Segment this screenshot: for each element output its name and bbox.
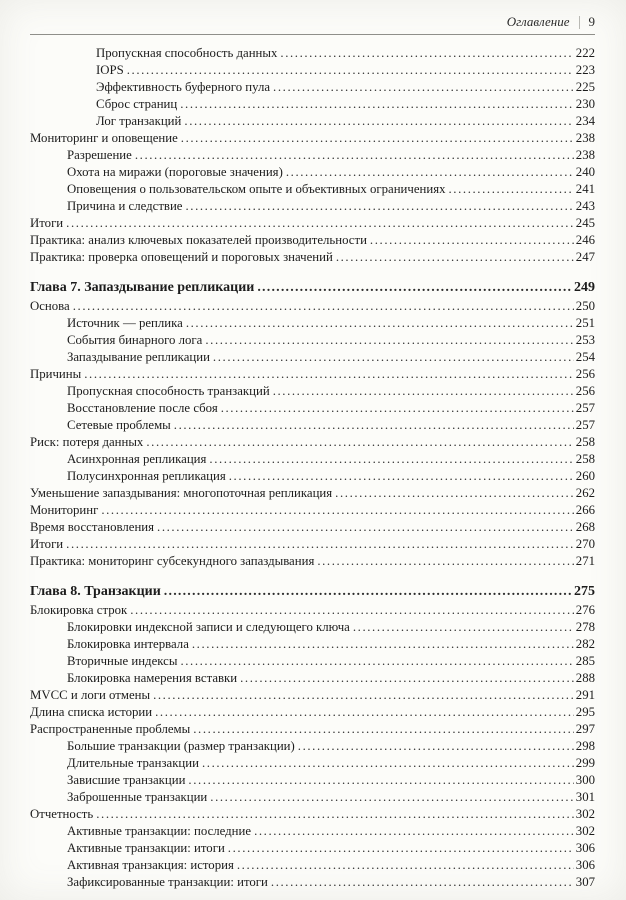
dot-leader — [157, 519, 574, 536]
toc-entry-page: 302 — [575, 824, 595, 838]
dot-leader — [449, 181, 574, 198]
toc-entry-label: Оповещения о пользовательском опыте и объективных ограничениях — [67, 182, 446, 196]
toc-entry-page: 270 — [575, 537, 595, 551]
toc-entry-label: Практика: мониторинг субсекундного запаздывания — [30, 554, 315, 568]
dot-leader — [188, 772, 573, 789]
toc-entry-row — [30, 181, 595, 198]
toc-entry-label: Активная транзакция: история — [67, 858, 234, 872]
toc-entry-label: Зафиксированные транзакции: итоги — [67, 875, 268, 889]
toc-entry-page: 251 — [575, 316, 595, 330]
toc-entry-label: Заброшенные транзакции — [67, 790, 208, 804]
toc-entry-row — [30, 670, 595, 687]
toc-entry-label: Блокировка строк — [30, 603, 128, 617]
toc-entry-page: 222 — [575, 46, 595, 60]
dot-leader — [335, 485, 574, 502]
toc-entry-row — [30, 721, 595, 738]
dot-leader — [254, 823, 574, 840]
toc-entry-label: Пропускная способность транзакций — [67, 384, 270, 398]
toc-entry-row — [30, 298, 595, 315]
toc-entry-page: 234 — [575, 114, 595, 128]
toc-entry-row — [30, 823, 595, 840]
toc-entry-label: Эффективность буферного пула — [96, 80, 271, 94]
toc-entry-page: 223 — [575, 63, 595, 77]
toc-entry-label: Мониторинг — [30, 503, 99, 517]
toc-entry-row — [30, 45, 595, 62]
toc-entry-row — [30, 434, 595, 451]
toc-entry-row — [30, 653, 595, 670]
toc-entry-row — [30, 519, 595, 536]
toc-entry-page: 254 — [575, 350, 595, 364]
dot-leader — [229, 468, 574, 485]
toc-entry-label: Блокировка намерения вставки — [67, 671, 238, 685]
toc-entry-page: 249 — [574, 280, 595, 295]
dot-leader — [257, 278, 572, 298]
dot-leader — [135, 147, 574, 164]
toc-entry-page: 256 — [575, 384, 595, 398]
toc-entry-label: Мониторинг и оповещение — [30, 131, 178, 145]
dot-leader — [66, 215, 574, 232]
toc-entry-row — [30, 400, 595, 417]
toc-entry-label: Активные транзакции: последние — [67, 824, 252, 838]
toc-entry-page: 300 — [575, 773, 595, 787]
toc-entry-label: Отчетность — [30, 807, 94, 821]
toc-entry-row — [30, 502, 595, 519]
toc-entry-label: Глава 7. Запаздывание репликации — [30, 280, 255, 295]
dot-leader — [240, 670, 574, 687]
toc-entry-label: Активные транзакции: итоги — [67, 841, 225, 855]
toc-entry-page: 299 — [575, 756, 595, 770]
toc-entry-label: Большие транзакции (размер транзакции) — [67, 739, 295, 753]
dot-leader — [213, 349, 574, 366]
toc-entry-page: 262 — [575, 486, 595, 500]
toc-entry-page: 306 — [575, 841, 595, 855]
dot-leader — [210, 789, 574, 806]
toc-entry-label: Глава 8. Транзакции — [30, 584, 161, 599]
toc-entry-page: 250 — [575, 299, 595, 313]
dot-leader — [221, 400, 574, 417]
toc-entry-label: Уменьшение запаздывания: многопоточная репликация — [30, 486, 333, 500]
toc-entry-page: 246 — [575, 233, 595, 247]
toc-entry-page: 271 — [575, 554, 595, 568]
dot-leader — [298, 738, 574, 755]
dot-leader — [185, 198, 573, 215]
toc-entry-row — [30, 366, 595, 383]
toc-entry-row — [30, 755, 595, 772]
toc-entry-page: 243 — [575, 199, 595, 213]
page-header — [30, 14, 595, 30]
dot-leader — [146, 434, 573, 451]
toc-entry-row — [30, 619, 595, 636]
dot-leader — [280, 45, 573, 62]
toc-entry-page: 306 — [575, 858, 595, 872]
toc-entry-page: 258 — [575, 435, 595, 449]
toc-entry-page: 256 — [575, 367, 595, 381]
toc-entry-label: Практика: проверка оповещений и пороговых значений — [30, 250, 333, 264]
toc-entry-label: Вторичные индексы — [67, 654, 178, 668]
dot-leader — [317, 553, 573, 570]
toc-entry-label: Итоги — [30, 216, 64, 230]
toc-entry-label: MVCC и логи отмены — [30, 688, 151, 702]
toc-entry-page: 297 — [575, 722, 595, 736]
toc-entry-page: 257 — [575, 418, 595, 432]
toc-entry-label: Асинхронная репликация — [67, 452, 207, 466]
toc-entry-row — [30, 249, 595, 266]
toc-entry-row — [30, 130, 595, 147]
toc-entry-label: Блокировки индексной записи и следующего ключа — [67, 620, 350, 634]
dot-leader — [180, 96, 574, 113]
dot-leader — [155, 704, 574, 721]
toc-entry-row — [30, 198, 595, 215]
toc-entry-page: 253 — [575, 333, 595, 347]
toc-entry-page: 275 — [574, 584, 595, 599]
toc-entry-label: Время восстановления — [30, 520, 155, 534]
toc-entry-page: 285 — [575, 654, 595, 668]
toc-entry-row — [30, 857, 595, 874]
toc-entry-page: 268 — [575, 520, 595, 534]
toc-entry-page: 307 — [575, 875, 595, 889]
toc-entry-row — [30, 602, 595, 619]
toc-entry-label: Практика: анализ ключевых показателей производительности — [30, 233, 367, 247]
toc-entry-label: Основа — [30, 299, 70, 313]
dot-leader — [353, 619, 574, 636]
toc-entry-row — [30, 806, 595, 823]
toc-entry-label: Пропускная способность данных — [96, 46, 278, 60]
dot-leader — [66, 536, 574, 553]
toc-entry-label: Сброс страниц — [96, 97, 178, 111]
toc-entry-label: Зависшие транзакции — [67, 773, 186, 787]
toc-entry-label: Риск: потеря данных — [30, 435, 144, 449]
toc-entry-row — [30, 451, 595, 468]
dot-leader — [164, 582, 572, 602]
toc-entry-label: Итоги — [30, 537, 64, 551]
toc-entry-page: 282 — [575, 637, 595, 651]
toc-entry-label: Длина списка истории — [30, 705, 153, 719]
toc-entry-label: Причина и следствие — [67, 199, 183, 213]
toc-entry-row — [30, 383, 595, 400]
toc-entry-row — [30, 485, 595, 502]
toc-entry-label: Сетевые проблемы — [67, 418, 171, 432]
toc-entry-page: 238 — [575, 148, 595, 162]
dot-leader — [153, 687, 574, 704]
dot-leader — [202, 755, 574, 772]
toc-entry-page: 225 — [575, 80, 595, 94]
dot-leader — [370, 232, 574, 249]
dot-leader — [180, 653, 573, 670]
toc-entry-page: 240 — [575, 165, 595, 179]
toc-entry-page: 288 — [575, 671, 595, 685]
toc-entry-row — [30, 636, 595, 653]
toc-entry-row — [30, 62, 595, 79]
dot-leader — [186, 315, 574, 332]
toc-entry-row — [30, 553, 595, 570]
toc-entry-page: 278 — [575, 620, 595, 634]
toc-entry-row — [30, 738, 595, 755]
toc-chapter-row — [30, 582, 595, 602]
toc-entry-row — [30, 147, 595, 164]
toc-entry-page: 258 — [575, 452, 595, 466]
toc-entry-row — [30, 315, 595, 332]
toc-entry-label: Причины — [30, 367, 82, 381]
dot-leader — [174, 417, 574, 434]
dot-leader — [271, 874, 574, 891]
dot-leader — [209, 451, 573, 468]
toc-entry-row — [30, 874, 595, 891]
dot-leader — [273, 383, 574, 400]
toc-entry-label: Длительные транзакции — [67, 756, 199, 770]
dot-leader — [286, 164, 574, 181]
toc-entry-label: События бинарного лога — [67, 333, 203, 347]
toc-entry-page: 241 — [575, 182, 595, 196]
toc-entry-page: 257 — [575, 401, 595, 415]
header-page-number: 9 — [588, 14, 595, 29]
dot-leader — [228, 840, 574, 857]
toc-entry-row — [30, 840, 595, 857]
dot-leader — [192, 636, 574, 653]
toc-entry-label: IOPS — [96, 63, 124, 77]
toc-entry-page: 301 — [575, 790, 595, 804]
header-separator — [579, 16, 580, 29]
toc-entry-page: 298 — [575, 739, 595, 753]
toc-entry-page: 295 — [575, 705, 595, 719]
toc-entry-page: 238 — [575, 131, 595, 145]
toc-entry-row — [30, 772, 595, 789]
toc-entry-page: 266 — [575, 503, 595, 517]
toc-entry-page: 247 — [575, 250, 595, 264]
dot-leader — [336, 249, 574, 266]
toc-entry-row — [30, 215, 595, 232]
dot-leader — [273, 79, 574, 96]
toc-entry-label: Лог транзакций — [96, 114, 182, 128]
toc-entry-page: 245 — [575, 216, 595, 230]
dot-leader — [237, 857, 574, 874]
toc-entry-page: 276 — [575, 603, 595, 617]
dot-leader — [130, 602, 574, 619]
dot-leader — [184, 113, 573, 130]
toc-entry-page: 302 — [575, 807, 595, 821]
toc-entry-row — [30, 164, 595, 181]
toc-entry-row — [30, 704, 595, 721]
toc-entry-row — [30, 687, 595, 704]
toc-entry-label: Разрешение — [67, 148, 132, 162]
toc-list — [30, 45, 595, 891]
toc-entry-label: Блокировка интервала — [67, 637, 189, 651]
dot-leader — [127, 62, 574, 79]
toc-entry-label: Источник — реплика — [67, 316, 183, 330]
dot-leader — [181, 130, 574, 147]
toc-entry-row — [30, 417, 595, 434]
toc-entry-label: Запаздывание репликации — [67, 350, 210, 364]
toc-entry-page: 260 — [575, 469, 595, 483]
toc-entry-row — [30, 789, 595, 806]
toc-entry-label: Охота на миражи (пороговые значения) — [67, 165, 283, 179]
toc-entry-page: 291 — [575, 688, 595, 702]
dot-leader — [96, 806, 574, 823]
toc-entry-row — [30, 332, 595, 349]
toc-entry-label: Восстановление после сбоя — [67, 401, 218, 415]
toc-entry-label: Полусинхронная репликация — [67, 469, 226, 483]
dot-leader — [84, 366, 574, 383]
toc-entry-label: Распространенные проблемы — [30, 722, 191, 736]
toc-entry-page: 230 — [575, 97, 595, 111]
header-title: Оглавление — [506, 14, 570, 29]
toc-entry-row — [30, 96, 595, 113]
toc-chapter-row — [30, 278, 595, 298]
toc-entry-row — [30, 79, 595, 96]
toc-entry-row — [30, 113, 595, 130]
toc-entry-row — [30, 232, 595, 249]
header-rule — [30, 34, 595, 35]
dot-leader — [193, 721, 574, 738]
toc-entry-row — [30, 349, 595, 366]
toc-entry-row — [30, 468, 595, 485]
toc-entry-row — [30, 536, 595, 553]
dot-leader — [73, 298, 574, 315]
dot-leader — [101, 502, 573, 519]
dot-leader — [205, 332, 573, 349]
